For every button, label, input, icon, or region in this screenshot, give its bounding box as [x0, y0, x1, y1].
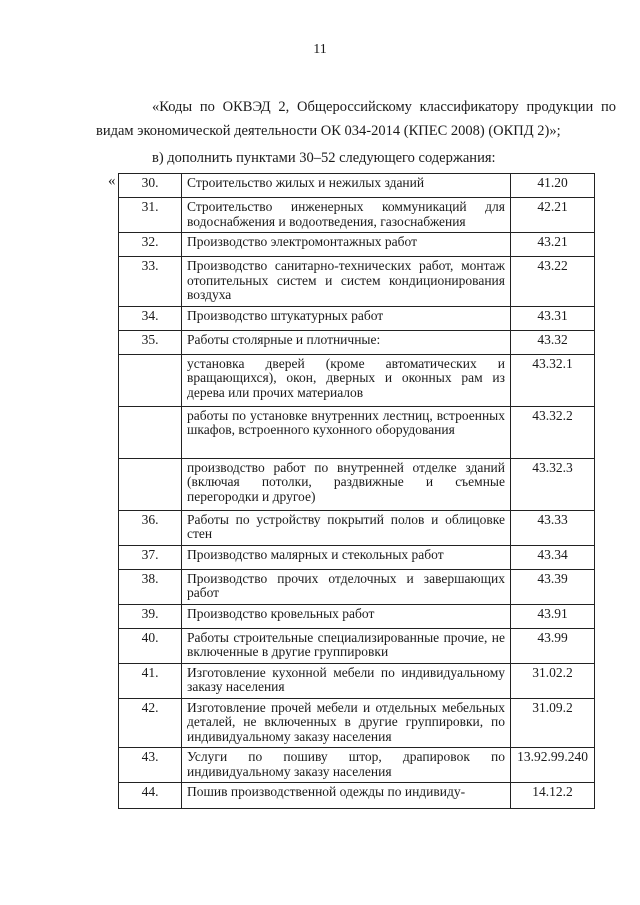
activity-name: Изготовление прочей мебели и отдельных мебельных деталей, не включенных в другие группировки, по индивидуальному заказу населения	[182, 698, 511, 748]
activity-name: установка дверей (кроме автоматических и вращающихся), окон, дверных и оконных рам из дерева или прочих материалов	[182, 354, 511, 406]
activity-name: Производство штукатурных работ	[182, 306, 511, 330]
table-row	[119, 545, 595, 569]
okved-code: 43.22	[511, 257, 595, 307]
activity-name: Пошив производственной одежды по индивиду-	[182, 783, 511, 809]
table-row	[119, 628, 595, 663]
okved-code: 43.33	[511, 510, 595, 545]
okved-code: 31.09.2	[511, 698, 595, 748]
okved-code: 43.32	[511, 330, 595, 354]
table-row	[119, 604, 595, 628]
okved-code: 42.21	[511, 198, 595, 233]
row-number: 44.	[119, 783, 182, 809]
okved-code: 43.31	[511, 306, 595, 330]
okved-code: 43.32.2	[511, 406, 595, 458]
row-number: 37.	[119, 545, 182, 569]
intro-paragraph: «Коды по ОКВЭД 2, Общероссийскому классификатору продукции по видам экономической деятельности ОК 034-2014 (КПЕС 2008) (ОКПД 2)»;	[96, 99, 616, 139]
row-number: 36.	[119, 510, 182, 545]
okved-code: 43.21	[511, 233, 595, 257]
table-row	[119, 698, 595, 748]
activity-name: Производство кровельных работ	[182, 604, 511, 628]
okved-code: 43.32.3	[511, 458, 595, 510]
table-row	[119, 306, 595, 330]
okved-code: 41.20	[511, 174, 595, 198]
table-row	[119, 569, 595, 604]
row-number: 38.	[119, 569, 182, 604]
row-number: 40.	[119, 628, 182, 663]
table-row	[119, 783, 595, 809]
row-number: 42.	[119, 698, 182, 748]
activity-name: Производство малярных и стекольных работ	[182, 545, 511, 569]
row-number: 43.	[119, 748, 182, 783]
row-number: 31.	[119, 198, 182, 233]
row-number: 32.	[119, 233, 182, 257]
activity-name: Работы по устройству покрытий полов и облицовке стен	[182, 510, 511, 545]
page-number: 11	[313, 42, 327, 57]
row-number: 39.	[119, 604, 182, 628]
table-row	[119, 174, 595, 198]
intro-instruction: в) дополнить пунктами 30–52 следующего содержания:	[152, 150, 496, 166]
okved-code: 43.32.1	[511, 354, 595, 406]
row-number	[119, 406, 182, 458]
activity-name: Строительство жилых и нежилых зданий	[182, 174, 511, 198]
activity-name: Производство прочих отделочных и завершающих работ	[182, 569, 511, 604]
activity-name: Производство электромонтажных работ	[182, 233, 511, 257]
row-number: 30.	[119, 174, 182, 198]
okved-code: 31.02.2	[511, 663, 595, 698]
okved-code: 43.91	[511, 604, 595, 628]
okved-code: 43.34	[511, 545, 595, 569]
table-row	[119, 354, 595, 406]
table-row	[119, 330, 595, 354]
okved-code: 14.12.2	[511, 783, 595, 809]
activity-name: Работы столярные и плотничные:	[182, 330, 511, 354]
table-row	[119, 748, 595, 783]
table-row	[119, 198, 595, 233]
okved-code: 43.99	[511, 628, 595, 663]
activity-name: производство работ по внутренней отделке зданий (включая потолки, раздвижные и съемные перегородки и другое)	[182, 458, 511, 510]
table-row	[119, 233, 595, 257]
row-number: 41.	[119, 663, 182, 698]
row-number: 34.	[119, 306, 182, 330]
activity-name: Услуги по пошиву штор, драпировок по индивидуальному заказу населения	[182, 748, 511, 783]
row-number	[119, 458, 182, 510]
activity-name: работы по установке внутренних лестниц, встроенных шкафов, встроенного кухонного оборудования	[182, 406, 511, 458]
activity-name: Изготовление кухонной мебели по индивидуальному заказу населения	[182, 663, 511, 698]
activity-name: Строительство инженерных коммуникаций для водоснабжения и водоотведения, газоснабжения	[182, 198, 511, 233]
row-number: 35.	[119, 330, 182, 354]
table-row	[119, 663, 595, 698]
opening-quote: «	[108, 173, 116, 189]
row-number: 33.	[119, 257, 182, 307]
okved-code: 43.39	[511, 569, 595, 604]
okved-code: 13.92.99.240	[511, 748, 595, 783]
okved-codes-table	[118, 173, 595, 809]
activity-name: Работы строительные специализированные прочие, не включенные в другие группировки	[182, 628, 511, 663]
activity-name: Производство санитарно-технических работ, монтаж отопительных систем и систем кондиционирования воздуха	[182, 257, 511, 307]
table-row	[119, 458, 595, 510]
row-number	[119, 354, 182, 406]
table-row	[119, 406, 595, 458]
table-row	[119, 257, 595, 307]
table-row	[119, 510, 595, 545]
